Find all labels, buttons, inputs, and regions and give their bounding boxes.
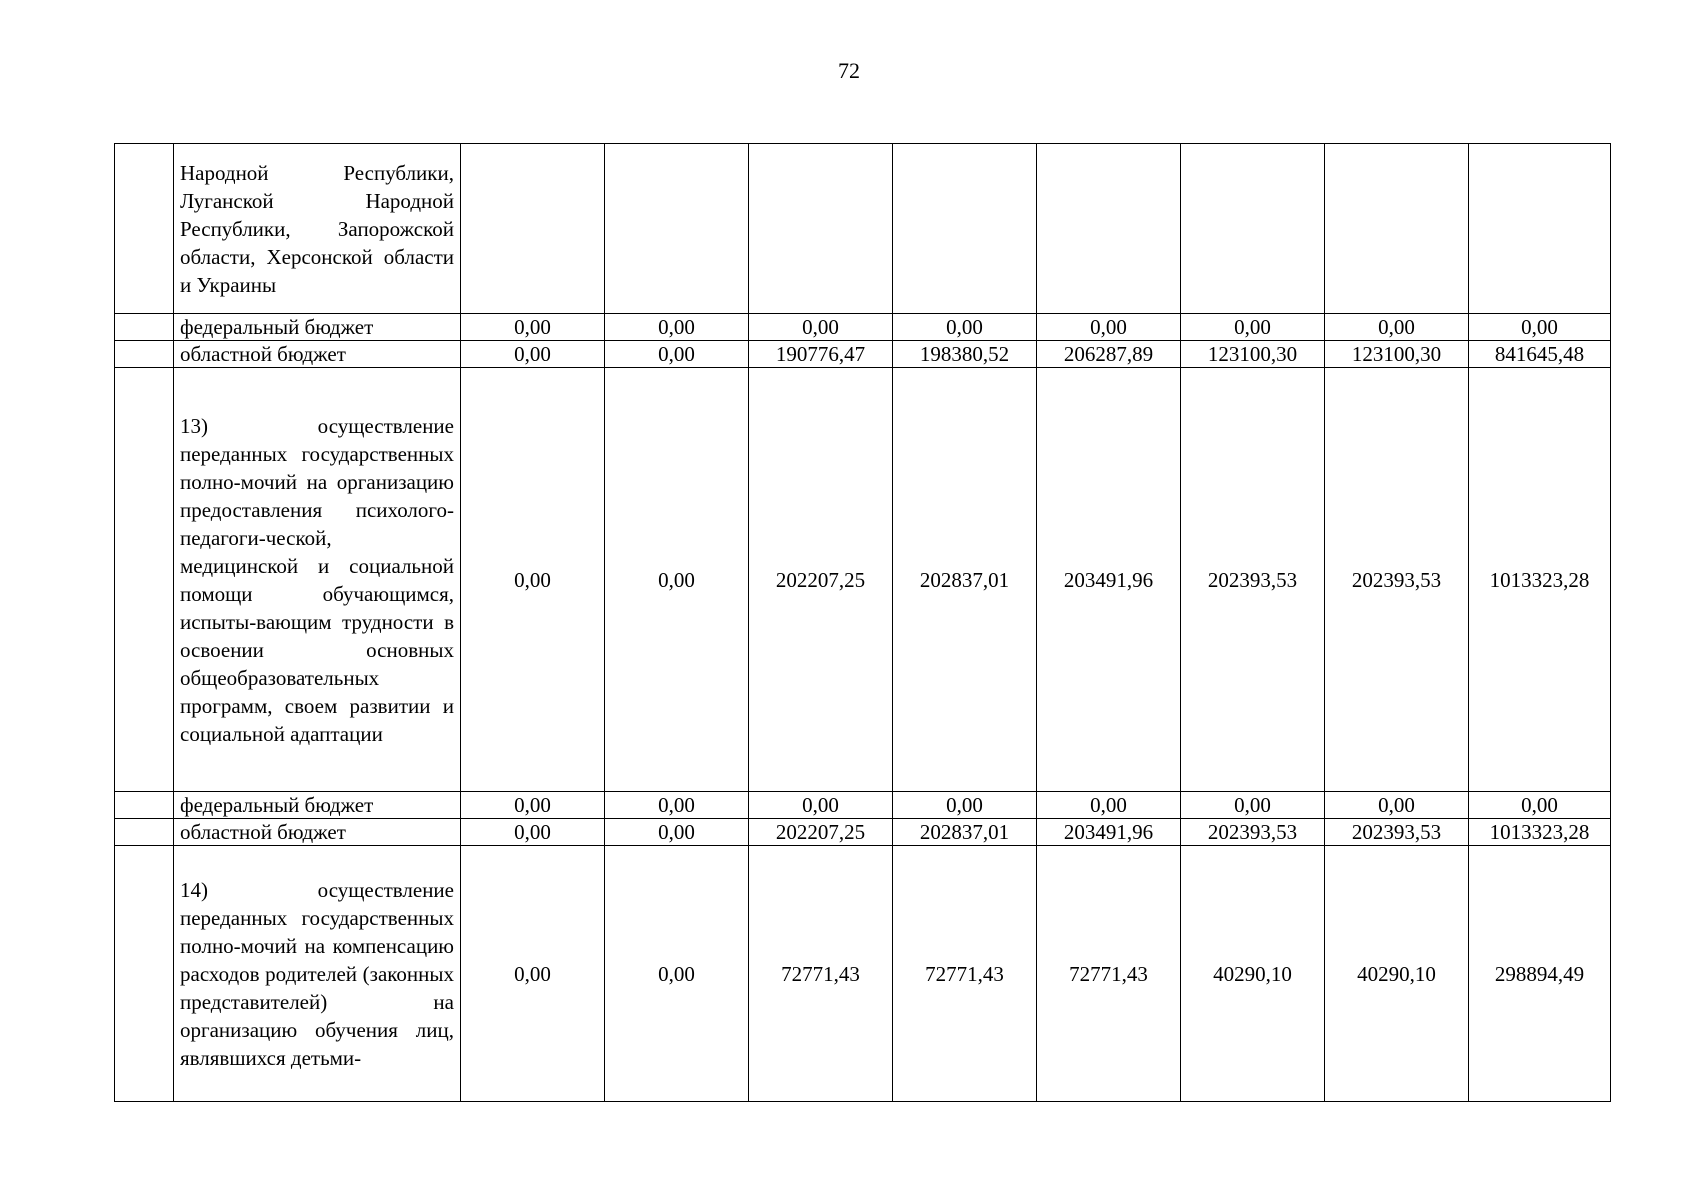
value-cell: 203491,96: [1037, 368, 1181, 792]
value-cell: [749, 144, 893, 314]
value-cell: 0,00: [605, 846, 749, 1102]
value-cell: [1037, 144, 1181, 314]
value-cell: [461, 144, 605, 314]
value-cell: [1181, 144, 1325, 314]
value-cell: 0,00: [461, 368, 605, 792]
value-cell: 202837,01: [893, 819, 1037, 846]
row-index-cell: [115, 314, 174, 341]
value-cell: 72771,43: [1037, 846, 1181, 1102]
value-cell: [605, 144, 749, 314]
value-cell: 0,00: [749, 792, 893, 819]
row-index-cell: [115, 144, 174, 314]
page-number: 72: [838, 58, 860, 83]
value-cell: 841645,48: [1469, 341, 1611, 368]
value-cell: 202207,25: [749, 368, 893, 792]
value-cell: 72771,43: [893, 846, 1037, 1102]
table-row: [115, 341, 1611, 368]
table-row: [115, 368, 1611, 792]
value-cell: 298894,49: [1469, 846, 1611, 1102]
budget-table: [114, 143, 1611, 1102]
value-cell: 1013323,28: [1469, 819, 1611, 846]
row-description: федеральный бюджет: [174, 792, 461, 819]
value-cell: 0,00: [1469, 314, 1611, 341]
value-cell: 202837,01: [893, 368, 1037, 792]
row-description: 13) осуществление переданных государственных полно-мочий на организацию предоставления психолого-педагоги-ческой, медицинской и социальной помощи обучающимся, испыты-вающим трудности в освоении основных общеобразовательных программ, своем развитии и социальной адаптации: [174, 368, 461, 792]
value-cell: 0,00: [461, 792, 605, 819]
row-description: федеральный бюджет: [174, 314, 461, 341]
value-cell: 0,00: [1325, 792, 1469, 819]
row-description: Народной Республики, Луганской Народной Республики, Запорожской области, Херсонской области и Украины: [174, 144, 461, 314]
value-cell: 0,00: [461, 819, 605, 846]
value-cell: 0,00: [461, 341, 605, 368]
value-cell: 203491,96: [1037, 819, 1181, 846]
row-index-cell: [115, 341, 174, 368]
value-cell: 123100,30: [1325, 341, 1469, 368]
value-cell: 0,00: [605, 792, 749, 819]
value-cell: 198380,52: [893, 341, 1037, 368]
value-cell: 0,00: [461, 314, 605, 341]
value-cell: 0,00: [605, 314, 749, 341]
value-cell: 0,00: [605, 819, 749, 846]
table-row: [115, 846, 1611, 1102]
row-index-cell: [115, 819, 174, 846]
row-description: областной бюджет: [174, 341, 461, 368]
value-cell: 0,00: [605, 341, 749, 368]
value-cell: 202393,53: [1325, 368, 1469, 792]
value-cell: 72771,43: [749, 846, 893, 1102]
row-description: областной бюджет: [174, 819, 461, 846]
value-cell: 123100,30: [1181, 341, 1325, 368]
value-cell: 202207,25: [749, 819, 893, 846]
value-cell: 0,00: [461, 846, 605, 1102]
value-cell: [893, 144, 1037, 314]
value-cell: 202393,53: [1181, 819, 1325, 846]
value-cell: 0,00: [893, 314, 1037, 341]
value-cell: 202393,53: [1325, 819, 1469, 846]
value-cell: 0,00: [605, 368, 749, 792]
value-cell: 0,00: [1037, 792, 1181, 819]
value-cell: 40290,10: [1325, 846, 1469, 1102]
table-row: [115, 144, 1611, 314]
table-row: [115, 792, 1611, 819]
row-index-cell: [115, 846, 174, 1102]
value-cell: 206287,89: [1037, 341, 1181, 368]
value-cell: 0,00: [1181, 314, 1325, 341]
value-cell: 0,00: [1037, 314, 1181, 341]
value-cell: 0,00: [1181, 792, 1325, 819]
value-cell: 202393,53: [1181, 368, 1325, 792]
value-cell: 1013323,28: [1469, 368, 1611, 792]
value-cell: 0,00: [893, 792, 1037, 819]
row-index-cell: [115, 368, 174, 792]
value-cell: 0,00: [749, 314, 893, 341]
value-cell: 40290,10: [1181, 846, 1325, 1102]
row-description: 14) осуществление переданных государственных полно-мочий на компенсацию расходов родителей (законных представителей) на организацию обучения лиц, являвшихся детьми-: [174, 846, 461, 1102]
row-index-cell: [115, 792, 174, 819]
table-row: [115, 819, 1611, 846]
value-cell: [1469, 144, 1611, 314]
table-row: [115, 314, 1611, 341]
value-cell: 190776,47: [749, 341, 893, 368]
value-cell: 0,00: [1325, 314, 1469, 341]
value-cell: 0,00: [1469, 792, 1611, 819]
value-cell: [1325, 144, 1469, 314]
